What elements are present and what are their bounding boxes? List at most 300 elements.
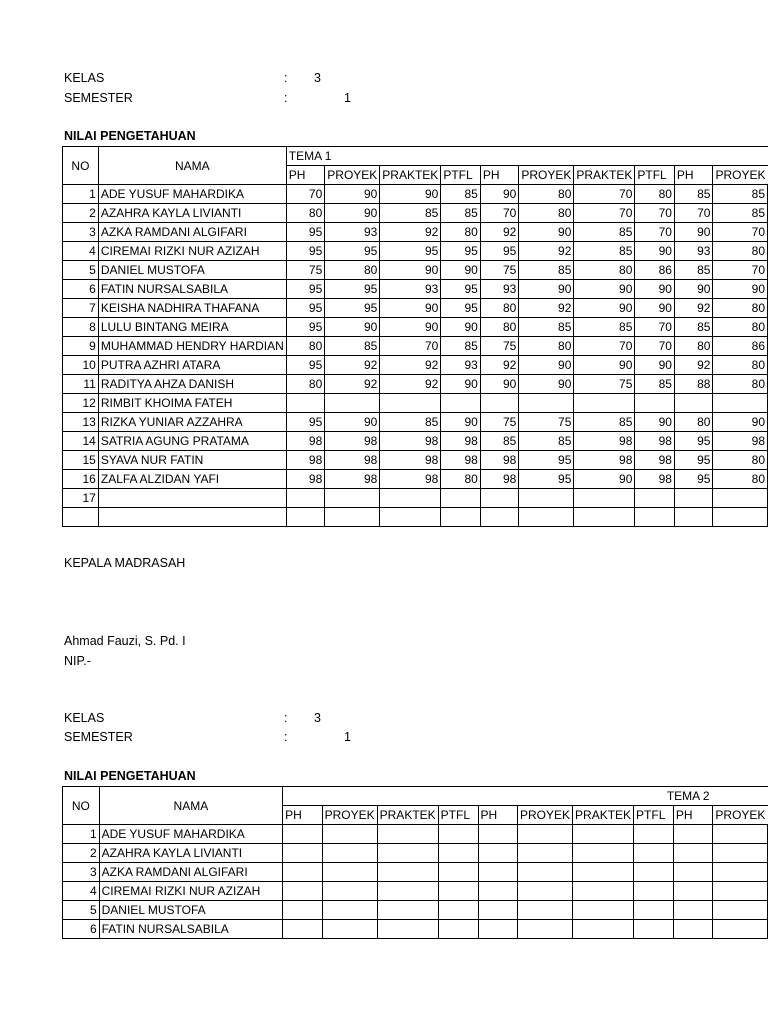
score-cell — [573, 882, 634, 901]
score-cell: 90 — [441, 375, 481, 394]
score-cell: 75 — [286, 261, 325, 280]
score-cell: 80 — [574, 261, 635, 280]
score-cell: 70 — [574, 204, 635, 223]
score-cell: 90 — [574, 470, 635, 489]
row-number: 3 — [63, 223, 99, 242]
score-cell: 70 — [286, 185, 325, 204]
student-name: SATRIA AGUNG PRATAMA — [98, 432, 286, 451]
score-cell — [377, 844, 438, 863]
subheader-cell: PRAKTEK — [377, 806, 438, 825]
score-cell — [325, 508, 380, 527]
score-cell — [283, 882, 323, 901]
table-row — [63, 470, 768, 489]
score-cell: 85 — [674, 261, 713, 280]
subheader-cell: PH — [283, 806, 323, 825]
score-cell: 85 — [380, 413, 441, 432]
score-cell: 90 — [674, 223, 713, 242]
score-cell: 90 — [635, 299, 675, 318]
table-row — [63, 432, 768, 451]
score-cell — [673, 844, 713, 863]
subheader-cell: PROYEK — [325, 166, 380, 185]
table-row — [63, 242, 768, 261]
score-cell: 85 — [441, 204, 481, 223]
score-cell — [518, 882, 573, 901]
student-name: ADE YUSUF MAHARDIKA — [98, 185, 286, 204]
score-cell — [322, 863, 377, 882]
score-cell — [283, 863, 323, 882]
score-cell: 85 — [480, 432, 519, 451]
score-cell — [478, 920, 518, 939]
score-cell: 90 — [325, 185, 380, 204]
subheader-cell: PROYEK — [518, 806, 573, 825]
score-cell: 90 — [380, 185, 441, 204]
score-cell — [673, 920, 713, 939]
score-cell: 70 — [713, 261, 768, 280]
score-cell: 80 — [325, 261, 380, 280]
table-row — [63, 451, 768, 470]
score-cell: 98 — [286, 432, 325, 451]
score-cell: 98 — [441, 432, 481, 451]
score-cell: 85 — [441, 337, 481, 356]
student-name — [98, 489, 286, 508]
score-cell: 86 — [635, 261, 675, 280]
score-cell: 90 — [519, 280, 574, 299]
score-cell — [713, 920, 768, 939]
student-name: LULU BINTANG MEIRA — [98, 318, 286, 337]
score-cell: 88 — [674, 375, 713, 394]
student-name: DANIEL MUSTOFA — [98, 261, 286, 280]
table-row — [63, 863, 768, 882]
student-name: PUTRA AZHRI ATARA — [98, 356, 286, 375]
score-cell — [518, 863, 573, 882]
score-cell: 98 — [325, 451, 380, 470]
student-name: CIREMAI RIZKI NUR AZIZAH — [99, 882, 282, 901]
score-cell — [518, 844, 573, 863]
score-cell: 92 — [380, 375, 441, 394]
score-cell: 85 — [674, 185, 713, 204]
score-cell — [635, 508, 675, 527]
header-row — [63, 147, 768, 166]
score-cell: 92 — [519, 299, 574, 318]
score-cell — [519, 394, 574, 413]
student-name: ZALFA ALZIDAN YAFI — [98, 470, 286, 489]
score-cell — [574, 508, 635, 527]
kelas-label: KELAS — [64, 71, 105, 85]
student-name: FATIN NURSALSABILA — [98, 280, 286, 299]
score-cell: 75 — [574, 375, 635, 394]
score-cell: 92 — [380, 223, 441, 242]
grades-table-tema-1 — [62, 146, 768, 527]
score-cell — [441, 508, 481, 527]
score-cell — [634, 863, 674, 882]
colon: : — [284, 730, 288, 744]
score-cell: 80 — [713, 299, 768, 318]
score-cell — [574, 394, 635, 413]
table-row — [63, 356, 768, 375]
score-cell: 95 — [441, 299, 481, 318]
score-cell: 90 — [519, 223, 574, 242]
score-cell — [713, 901, 768, 920]
table-row — [63, 844, 768, 863]
student-name: AZKA RAMDANI ALGIFARI — [99, 863, 282, 882]
score-cell — [673, 882, 713, 901]
subheader-cell: PRAKTEK — [574, 166, 635, 185]
score-cell: 85 — [574, 242, 635, 261]
score-cell: 80 — [480, 318, 519, 337]
student-name: CIREMAI RIZKI NUR AZIZAH — [98, 242, 286, 261]
score-cell: 85 — [380, 204, 441, 223]
score-cell — [634, 901, 674, 920]
score-cell — [286, 489, 325, 508]
score-cell — [673, 825, 713, 844]
score-cell: 95 — [325, 242, 380, 261]
score-cell: 98 — [325, 432, 380, 451]
semester-label: SEMESTER — [64, 91, 133, 105]
score-cell: 93 — [674, 242, 713, 261]
score-cell: 98 — [635, 470, 675, 489]
score-cell: 98 — [441, 451, 481, 470]
kelas-line-2 — [64, 711, 321, 725]
score-cell: 75 — [480, 413, 519, 432]
score-cell: 90 — [441, 318, 481, 337]
score-cell: 93 — [480, 280, 519, 299]
score-cell — [380, 394, 441, 413]
kelas-value: 3 — [314, 711, 321, 725]
score-cell: 85 — [325, 337, 380, 356]
score-cell — [478, 901, 518, 920]
score-cell: 95 — [519, 451, 574, 470]
score-cell — [322, 901, 377, 920]
score-cell — [574, 489, 635, 508]
score-cell: 98 — [325, 470, 380, 489]
score-cell — [322, 920, 377, 939]
score-cell: 95 — [674, 432, 713, 451]
score-cell: 80 — [674, 337, 713, 356]
column-header-nama: NAMA — [99, 787, 282, 825]
score-cell: 90 — [674, 280, 713, 299]
score-cell — [673, 901, 713, 920]
score-cell — [441, 394, 481, 413]
subheader-cell: PRAKTEK — [380, 166, 441, 185]
score-cell: 80 — [635, 185, 675, 204]
row-number: 9 — [63, 337, 99, 356]
score-cell — [286, 394, 325, 413]
score-cell: 95 — [441, 280, 481, 299]
score-cell — [573, 920, 634, 939]
score-cell — [673, 863, 713, 882]
score-cell: 98 — [380, 451, 441, 470]
score-cell: 80 — [519, 337, 574, 356]
score-cell: 85 — [574, 223, 635, 242]
row-number: 1 — [63, 185, 99, 204]
student-name: MUHAMMAD HENDRY HARDIAN — [98, 337, 286, 356]
row-number: 17 — [63, 489, 99, 508]
score-cell: 90 — [519, 356, 574, 375]
score-cell — [713, 844, 768, 863]
student-name: KEISHA NADHIRA THAFANA — [98, 299, 286, 318]
score-cell — [519, 489, 574, 508]
score-cell — [573, 901, 634, 920]
score-cell: 95 — [286, 242, 325, 261]
score-cell — [438, 844, 478, 863]
kelas-line-1 — [64, 71, 321, 85]
score-cell — [480, 508, 519, 527]
score-cell: 90 — [574, 356, 635, 375]
table-row — [63, 204, 768, 223]
score-cell: 90 — [574, 299, 635, 318]
score-cell — [283, 844, 323, 863]
score-cell: 95 — [286, 318, 325, 337]
score-cell — [480, 489, 519, 508]
score-cell: 80 — [286, 337, 325, 356]
score-cell: 92 — [325, 375, 380, 394]
grades-table-tema-2 — [62, 786, 768, 939]
score-cell: 93 — [441, 356, 481, 375]
student-name: AZAHRA KAYLA LIVIANTI — [98, 204, 286, 223]
student-name: AZKA RAMDANI ALGIFARI — [98, 223, 286, 242]
score-cell — [377, 901, 438, 920]
score-cell — [634, 882, 674, 901]
score-cell — [325, 489, 380, 508]
score-cell — [438, 825, 478, 844]
student-name — [98, 508, 286, 527]
score-cell — [380, 508, 441, 527]
colon: : — [284, 711, 288, 725]
signature-name: Ahmad Fauzi, S. Pd. I — [64, 634, 186, 648]
subheader-cell: PH — [478, 806, 518, 825]
student-name: DANIEL MUSTOFA — [99, 901, 282, 920]
score-cell — [634, 844, 674, 863]
score-cell: 92 — [480, 356, 519, 375]
score-cell: 95 — [674, 470, 713, 489]
score-cell — [713, 489, 768, 508]
subheader-cell: PTFL — [634, 806, 674, 825]
student-name: RADITYA AHZA DANISH — [98, 375, 286, 394]
score-cell: 80 — [713, 470, 768, 489]
subheader-cell: PH — [673, 806, 713, 825]
semester-value: 1 — [344, 730, 351, 744]
score-cell: 98 — [480, 451, 519, 470]
score-cell: 92 — [519, 242, 574, 261]
score-cell: 90 — [635, 356, 675, 375]
score-cell: 70 — [380, 337, 441, 356]
score-cell: 95 — [286, 299, 325, 318]
score-cell: 95 — [674, 451, 713, 470]
subheader-cell: PTFL — [441, 166, 481, 185]
score-cell: 95 — [286, 280, 325, 299]
score-cell: 80 — [480, 299, 519, 318]
score-cell: 98 — [380, 432, 441, 451]
row-number — [63, 508, 99, 527]
row-number: 13 — [63, 413, 99, 432]
row-number: 5 — [63, 901, 100, 920]
score-cell: 95 — [480, 242, 519, 261]
score-cell: 85 — [519, 318, 574, 337]
table-row — [63, 901, 768, 920]
score-cell — [713, 863, 768, 882]
score-cell: 98 — [635, 432, 675, 451]
semester-line-2 — [64, 730, 351, 744]
score-cell — [322, 882, 377, 901]
student-name: FATIN NURSALSABILA — [99, 920, 282, 939]
score-cell — [518, 825, 573, 844]
score-cell: 80 — [713, 375, 768, 394]
score-cell: 75 — [519, 413, 574, 432]
score-cell: 70 — [574, 337, 635, 356]
score-cell: 85 — [441, 185, 481, 204]
score-cell: 70 — [635, 318, 675, 337]
column-header-no: NO — [63, 787, 100, 825]
score-cell: 95 — [286, 223, 325, 242]
score-cell: 85 — [574, 318, 635, 337]
row-number: 11 — [63, 375, 99, 394]
table-row — [63, 882, 768, 901]
score-cell — [286, 508, 325, 527]
score-cell: 86 — [713, 337, 768, 356]
row-number: 15 — [63, 451, 99, 470]
semester-line-1 — [64, 91, 351, 105]
score-cell: 80 — [441, 223, 481, 242]
score-cell: 95 — [286, 356, 325, 375]
score-cell: 85 — [519, 261, 574, 280]
score-cell: 80 — [713, 356, 768, 375]
score-cell: 90 — [441, 261, 481, 280]
student-name: ADE YUSUF MAHARDIKA — [99, 825, 282, 844]
score-cell: 85 — [713, 185, 768, 204]
row-number: 1 — [63, 825, 100, 844]
row-number: 8 — [63, 318, 99, 337]
score-cell: 92 — [325, 356, 380, 375]
score-cell: 80 — [519, 204, 574, 223]
score-cell: 92 — [380, 356, 441, 375]
subheader-cell: PROYEK — [713, 166, 768, 185]
table-row — [63, 920, 768, 939]
score-cell: 90 — [574, 280, 635, 299]
score-cell — [478, 863, 518, 882]
table-row — [63, 280, 768, 299]
kelas-label: KELAS — [64, 711, 105, 725]
score-cell: 80 — [519, 185, 574, 204]
score-cell — [478, 882, 518, 901]
score-cell: 85 — [519, 432, 574, 451]
score-cell: 80 — [713, 451, 768, 470]
score-cell — [519, 508, 574, 527]
score-cell: 98 — [286, 451, 325, 470]
subheader-cell: PROYEK — [713, 806, 768, 825]
score-cell: 93 — [325, 223, 380, 242]
score-cell — [573, 844, 634, 863]
score-cell — [438, 882, 478, 901]
semester-label: SEMESTER — [64, 730, 133, 744]
score-cell — [713, 825, 768, 844]
score-cell — [377, 825, 438, 844]
score-cell: 95 — [286, 413, 325, 432]
score-cell — [438, 920, 478, 939]
section-title-1: NILAI PENGETAHUAN — [64, 129, 196, 143]
row-number: 3 — [63, 863, 100, 882]
row-number: 2 — [63, 204, 99, 223]
subheader-cell: PH — [286, 166, 325, 185]
subheader-cell: PTFL — [635, 166, 675, 185]
table-row — [63, 413, 768, 432]
score-cell: 70 — [635, 337, 675, 356]
score-cell: 95 — [380, 242, 441, 261]
score-cell — [713, 394, 768, 413]
row-number: 4 — [63, 882, 100, 901]
score-cell — [674, 394, 713, 413]
score-cell: 90 — [480, 375, 519, 394]
score-cell: 90 — [325, 204, 380, 223]
score-cell: 90 — [635, 242, 675, 261]
score-cell — [438, 901, 478, 920]
kelas-value: 3 — [314, 71, 321, 85]
score-cell — [380, 489, 441, 508]
row-number: 12 — [63, 394, 99, 413]
score-cell: 75 — [480, 261, 519, 280]
score-cell: 90 — [713, 413, 768, 432]
semester-value: 1 — [344, 91, 351, 105]
score-cell — [322, 844, 377, 863]
header-row — [63, 787, 768, 806]
score-cell: 70 — [480, 204, 519, 223]
score-cell: 90 — [380, 261, 441, 280]
score-cell: 98 — [635, 451, 675, 470]
subheader-cell: PH — [480, 166, 519, 185]
table-row — [63, 375, 768, 394]
score-cell — [573, 863, 634, 882]
student-name: RIZKA YUNIAR AZZAHRA — [98, 413, 286, 432]
tema-header: TEMA 2 — [283, 787, 768, 806]
row-number: 4 — [63, 242, 99, 261]
subheader-cell: PTFL — [438, 806, 478, 825]
score-cell — [674, 489, 713, 508]
score-cell: 98 — [574, 432, 635, 451]
score-cell: 95 — [519, 470, 574, 489]
colon: : — [284, 71, 288, 85]
score-cell — [713, 508, 768, 527]
score-cell: 95 — [325, 299, 380, 318]
signature-nip: NIP.- — [64, 654, 91, 668]
score-cell: 98 — [574, 451, 635, 470]
score-cell — [377, 863, 438, 882]
row-number: 6 — [63, 280, 99, 299]
table-row — [63, 394, 768, 413]
score-cell: 90 — [380, 318, 441, 337]
score-cell: 85 — [635, 375, 675, 394]
student-name: RIMBIT KHOIMA FATEH — [98, 394, 286, 413]
score-cell: 85 — [713, 204, 768, 223]
score-cell: 70 — [674, 204, 713, 223]
score-cell: 98 — [713, 432, 768, 451]
section-title-2: NILAI PENGETAHUAN — [64, 769, 196, 783]
score-cell: 75 — [480, 337, 519, 356]
score-cell — [283, 901, 323, 920]
row-number: 14 — [63, 432, 99, 451]
table-row — [63, 299, 768, 318]
score-cell: 70 — [574, 185, 635, 204]
score-cell: 80 — [286, 204, 325, 223]
score-cell — [713, 882, 768, 901]
table-row — [63, 489, 768, 508]
score-cell: 85 — [674, 318, 713, 337]
score-cell — [478, 825, 518, 844]
student-name: SYAVA NUR FATIN — [98, 451, 286, 470]
score-cell — [325, 394, 380, 413]
score-cell: 95 — [441, 242, 481, 261]
subheader-cell: PROYEK — [519, 166, 574, 185]
row-number: 16 — [63, 470, 99, 489]
student-name: AZAHRA KAYLA LIVIANTI — [99, 844, 282, 863]
